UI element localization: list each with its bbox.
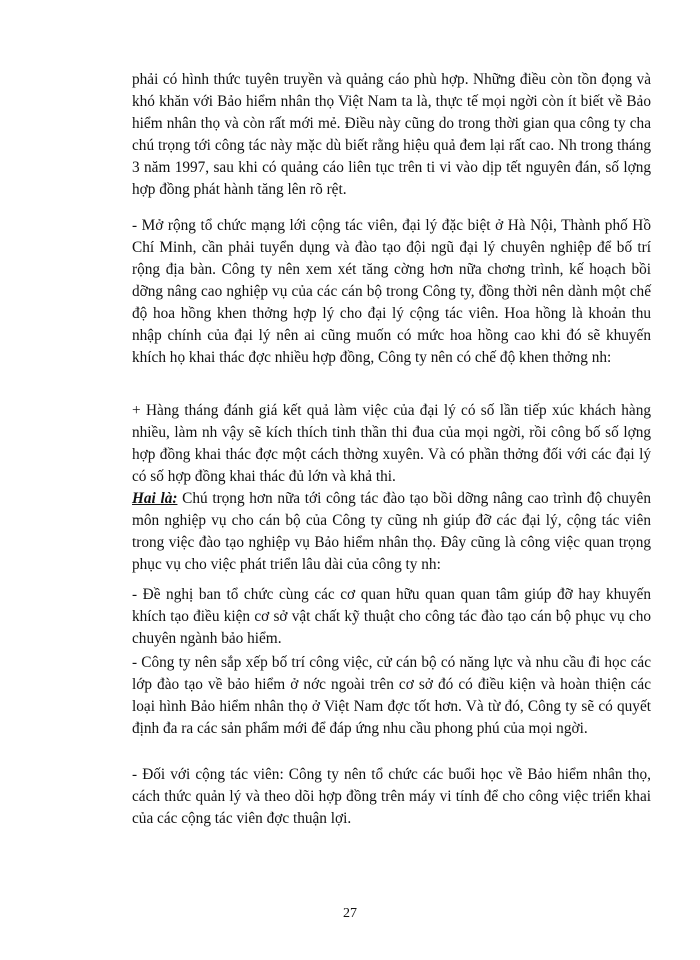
paragraph-1 xyxy=(132,69,651,201)
page-number: 27 xyxy=(343,906,357,921)
paragraph-7 xyxy=(132,764,651,830)
paragraph-3 xyxy=(132,400,651,488)
paragraph-1-text: phải có hình thức tuyên truyền và quảng cáo phù hợp. Những điều còn tồn đọng và khó khăn với Bảo hiểm nhân thọ Việt Nam ta là, thực tế mọi ngời còn ít biết về Bảo hiểm nhân thọ và còn rất mới mẻ. Điều này cũng do trong thời gian qua công ty cha chú trọng tới công tác này mặc dù biết rằng hiệu quả đem lại rất cao. Nh trong tháng 3 năm 1997, sau khi có quảng cáo liên tục trên ti vi vào dịp tết nguyên đán, số lợng hợp đồng phát hành tăng lên rõ rệt. xyxy=(132,71,651,198)
section-lead-label: Hai là: xyxy=(132,490,178,507)
paragraph-6-text: - Công ty nên sắp xếp bố trí công việc, cử cán bộ có năng lực và nhu cầu đi học các lớp đào tạo về bảo hiểm ở nớc ngoài trên cơ sở đó có điều kiện và hoàn thiện các loại hình Bảo hiểm nhân thọ ở Việt Nam đợc tốt hơn. Và từ đó, Công ty sẽ có quyết định đa ra các sản phẩm mới để đáp ứng nhu cầu phong phú của mọi ngời. xyxy=(132,654,651,737)
paragraph-4-text: Chú trọng hơn nữa tới công tác đào tạo bồi dỡng nâng cao trình độ chuyên môn nghiệp vụ cho cán bộ của Công ty cũng nh giúp đỡ các đại lý, cộng tác viên trong việc đào tạo nghiệp vụ Bảo hiểm nhân thọ. Đây cũng là công việc quan trọng phục vụ cho việc phát triển lâu dài của công ty nh: xyxy=(132,490,651,573)
paragraph-5-text: - Đề nghị ban tổ chức cùng các cơ quan hữu quan quan tâm giúp đỡ hay khuyến khích tạo điều kiện cơ sở vật chất kỹ thuật cho công tác đào tạo cán bộ phục vụ cho chuyên ngành bảo hiểm. xyxy=(132,586,651,647)
paragraph-2 xyxy=(132,215,651,369)
paragraph-4 xyxy=(132,488,651,576)
paragraph-7-text: - Đối với cộng tác viên: Công ty nên tổ chức các buổi học về Bảo hiểm nhân thọ, cách thức quản lý và theo dõi hợp đồng trên máy vi tính để cho công việc triển khai của các cộng tác viên đợc thuận lợi. xyxy=(132,766,651,827)
paragraph-6 xyxy=(132,652,651,740)
paragraph-2-text: - Mở rộng tổ chức mạng lới cộng tác viên, đại lý đặc biệt ở Hà Nội, Thành phố Hồ Chí Minh, cần phải tuyển dụng và đào tạo đội ngũ đại lý chuyên nghiệp để bố trí rộng địa bàn. Công ty nên xem xét tăng cờng hơn nữa chơng trình, kế hoạch bồi dỡng nâng cao nghiệp vụ của các cán bộ trong Công ty, đồng thời nên dành một chế độ hoa hồng khen thởng hợp lý cho đại lý cộng tác viên. Hoa hồng là khoản thu nhập chính của đại lý nên ai cũng muốn có mức hoa hồng cao khi đó sẽ khuyến khích họ khai thác đợc nhiều hợp đồng, Công ty nên có chế độ khen thởng nh: xyxy=(132,217,651,366)
paragraph-5 xyxy=(132,584,651,650)
paragraph-3-text: + Hàng tháng đánh giá kết quả làm việc của đại lý có số lần tiếp xúc khách hàng nhiều, làm nh vậy sẽ kích thích tinh thần thi đua của mọi ngời, rồi công bố số lợng hợp đồng khai thác đợc một cách thờng xuyên. Và có phần thởng đối với các đại lý có số hợp đồng khai thác đủ lớn và khả thi. xyxy=(132,402,651,485)
